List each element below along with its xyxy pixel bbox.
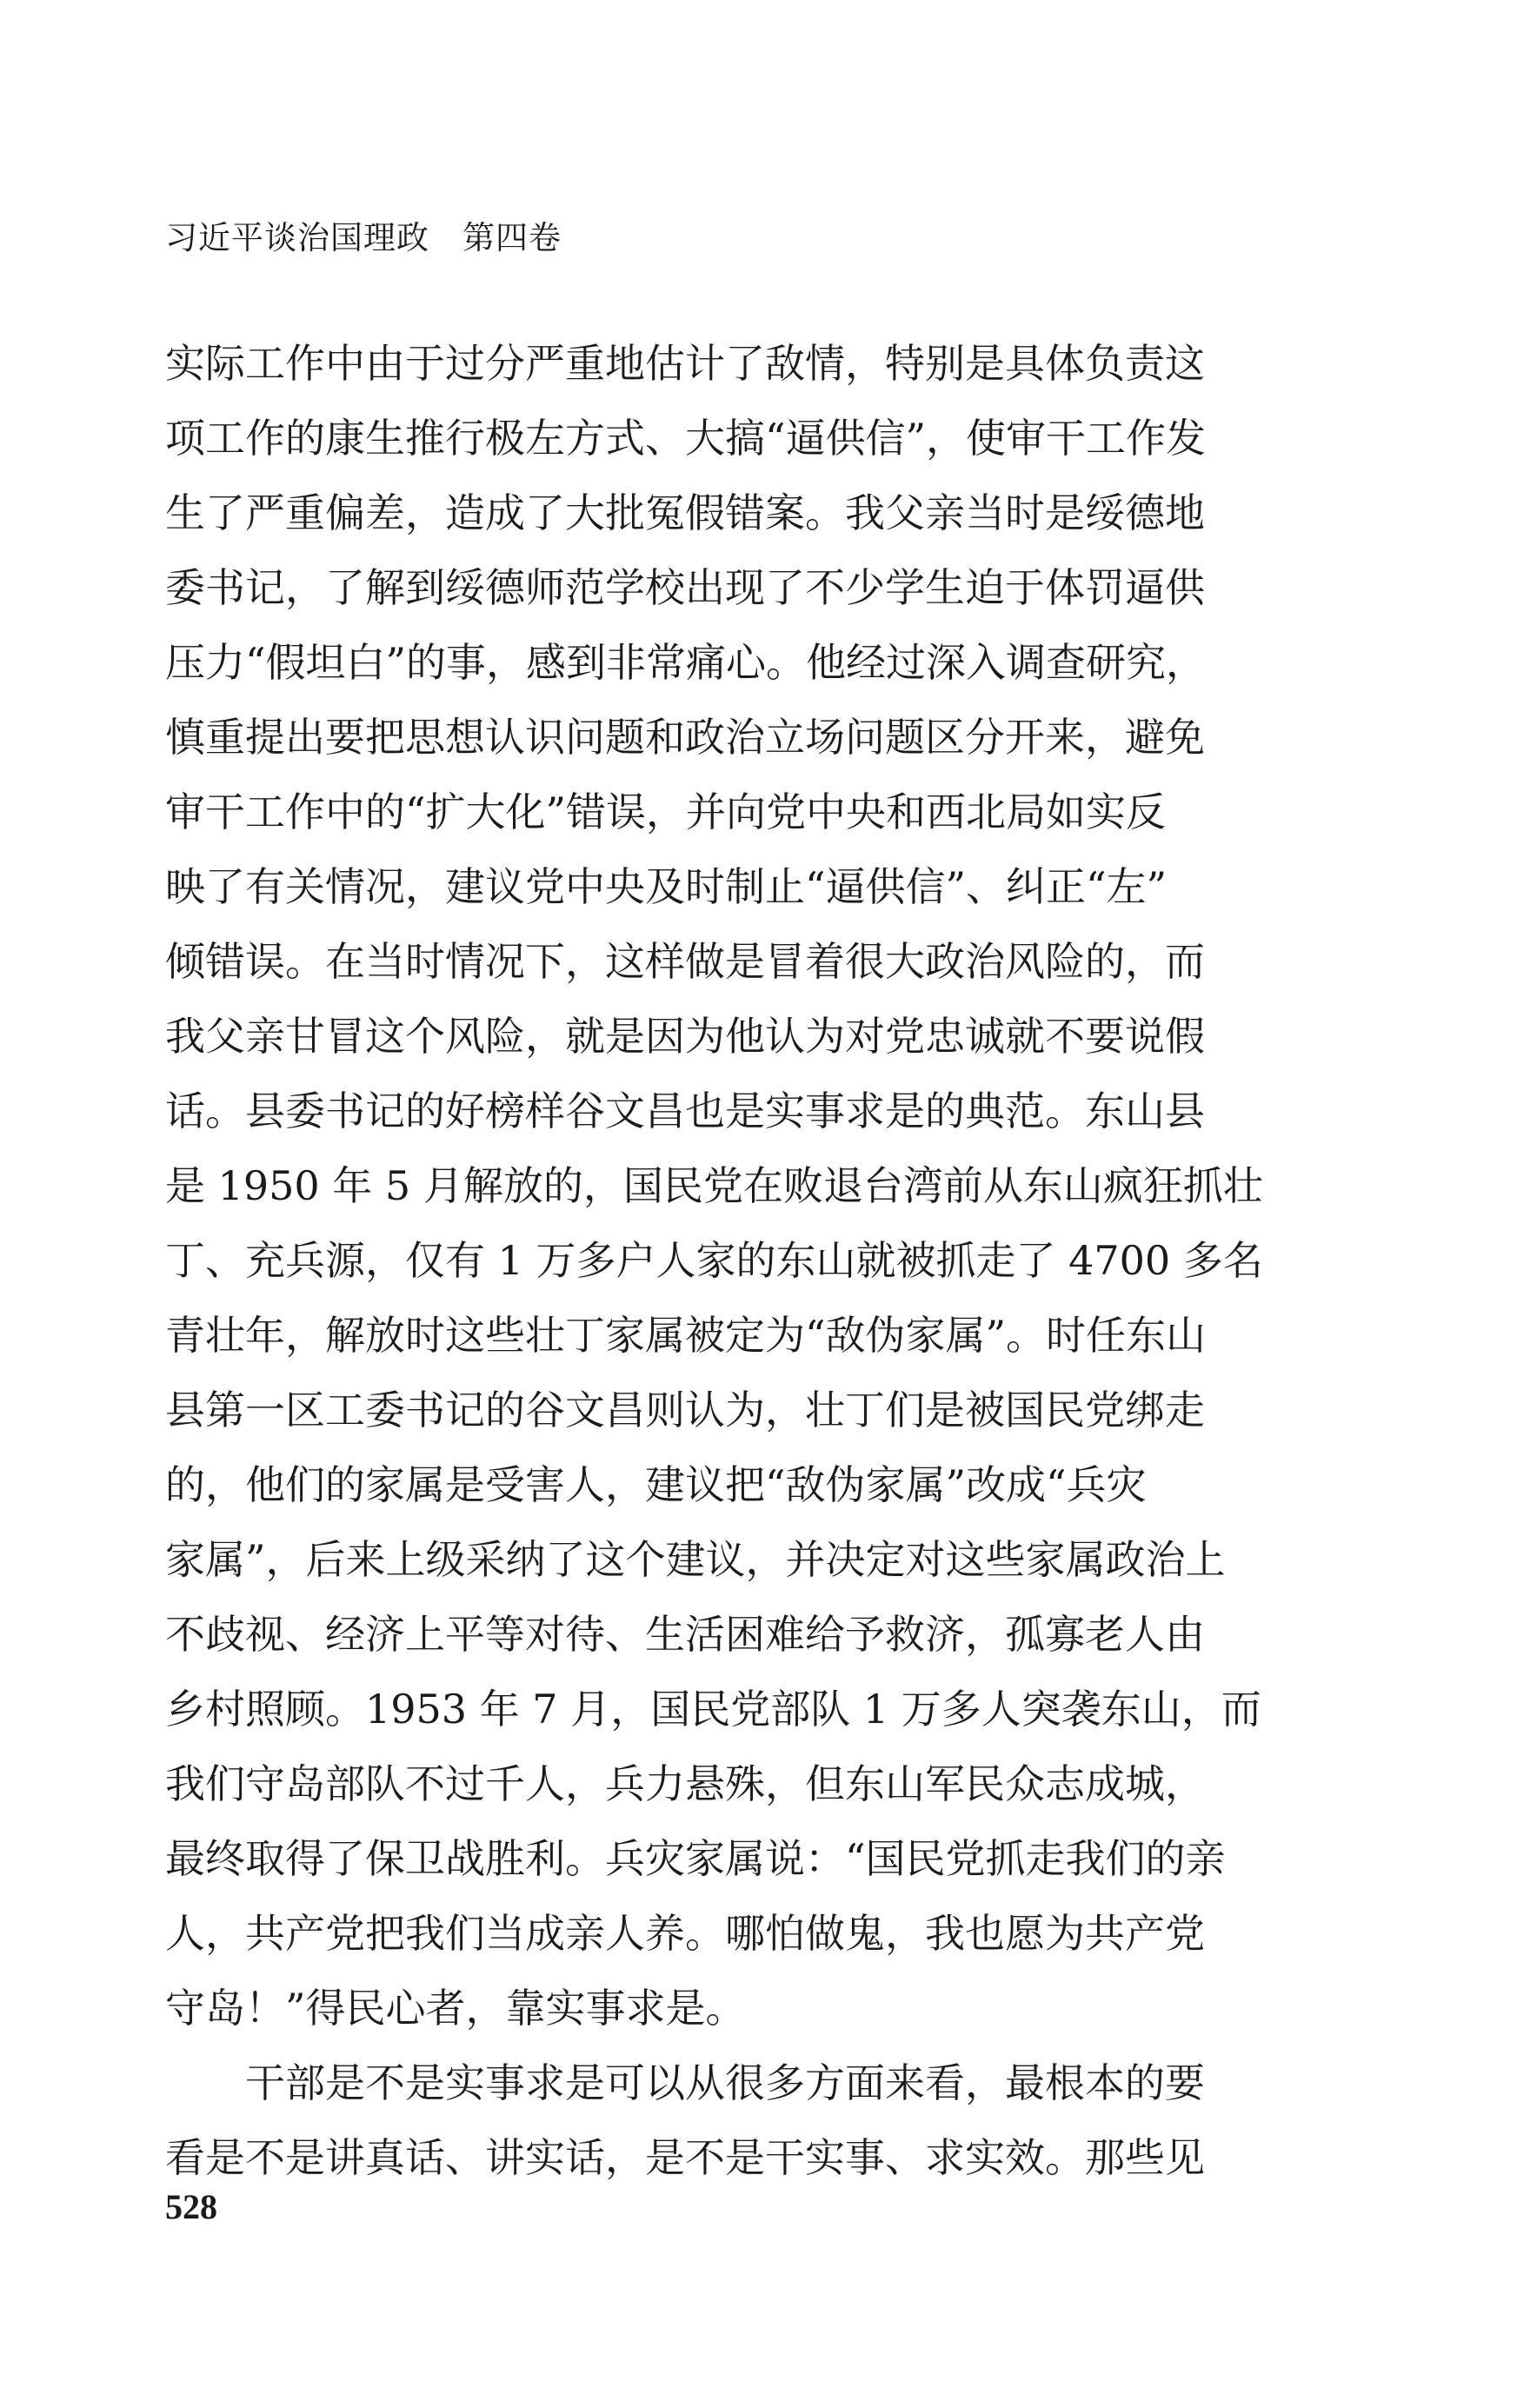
text-line: 人，共产党把我们当成亲人养。哪怕做鬼，我也愿为共产党: [165, 1910, 1205, 1957]
text-line: 县第一区工委书记的谷文昌则认为，壮丁们是被国民党绑走: [165, 1387, 1205, 1433]
text-line: 青壮年，解放时这些壮丁家属被定为“敌伪家属”。时任东山: [165, 1312, 1207, 1359]
page-number: 528: [165, 2187, 217, 2226]
running-header: 习近平谈治国理政 第四卷: [165, 219, 562, 256]
text-line: 我们守岛部队不过千人，兵力悬殊，但东山军民众志成城，: [165, 1760, 1205, 1807]
text-line: 项工作的康生推行极左方式、大搞“逼供信”，使审干工作发: [165, 415, 1207, 462]
text-line: 丁、充兵源，仅有 1 万多户人家的东山就被抓走了 4700 多名: [165, 1237, 1263, 1284]
text-line: 慎重提出要把思想认识问题和政治立场问题区分开来，避免: [165, 714, 1205, 761]
text-line: 实际工作中由于过分严重地估计了敌情，特别是具体负责这: [165, 340, 1205, 387]
text-line: 看是不是讲真话、讲实话，是不是干实事、求实效。那些见: [165, 2134, 1205, 2181]
text-line: 乡村照顾。1953 年 7 月，国民党部队 1 万多人突袭东山，而: [165, 1686, 1261, 1733]
text-line: 家属”，后来上级采纳了这个建议，并决定对这些家属政治上: [165, 1536, 1226, 1583]
text-line: 生了严重偏差，造成了大批冤假错案。我父亲当时是绥德地: [165, 489, 1205, 536]
body-text: [165, 326, 1365, 2195]
text-line: 不歧视、经济上平等对待、生活困难给予救济，孤寡老人由: [165, 1611, 1205, 1658]
text-line: 是 1950 年 5 月解放的，国民党在败退台湾前从东山疯狂抓壮: [165, 1162, 1263, 1209]
text-line: 我父亲甘冒这个风险，就是因为他认为对党忠诚就不要说假: [165, 1013, 1205, 1060]
paragraph-start-line: 干部是不是实事求是可以从很多方面来看，最根本的要: [245, 2059, 1205, 2106]
text-line: 最终取得了保卫战胜利。兵灾家属说：“国民党抓走我们的亲: [165, 1835, 1226, 1882]
text-line: 压力“假坦白”的事，感到非常痛心。他经过深入调查研究，: [165, 639, 1207, 686]
text-line: 审干工作中的“扩大化”错误，并向党中央和西北局如实反: [165, 788, 1167, 835]
text-line: 守岛！”得民心者，靠实事求是。: [165, 1985, 746, 2032]
text-line: 话。县委书记的好榜样谷文昌也是实事求是的典范。东山县: [165, 1088, 1205, 1134]
text-line: 倾错误。在当时情况下，这样做是冒着很大政治风险的，而: [165, 938, 1205, 985]
text-line: 的，他们的家属是受害人，建议把“敌伪家属”改成“兵灾: [165, 1461, 1147, 1508]
text-line: 委书记，了解到绥德师范学校出现了不少学生迫于体罚逼供: [165, 564, 1205, 611]
text-line: 映了有关情况，建议党中央及时制止“逼供信”、纠正“左”: [165, 863, 1168, 910]
